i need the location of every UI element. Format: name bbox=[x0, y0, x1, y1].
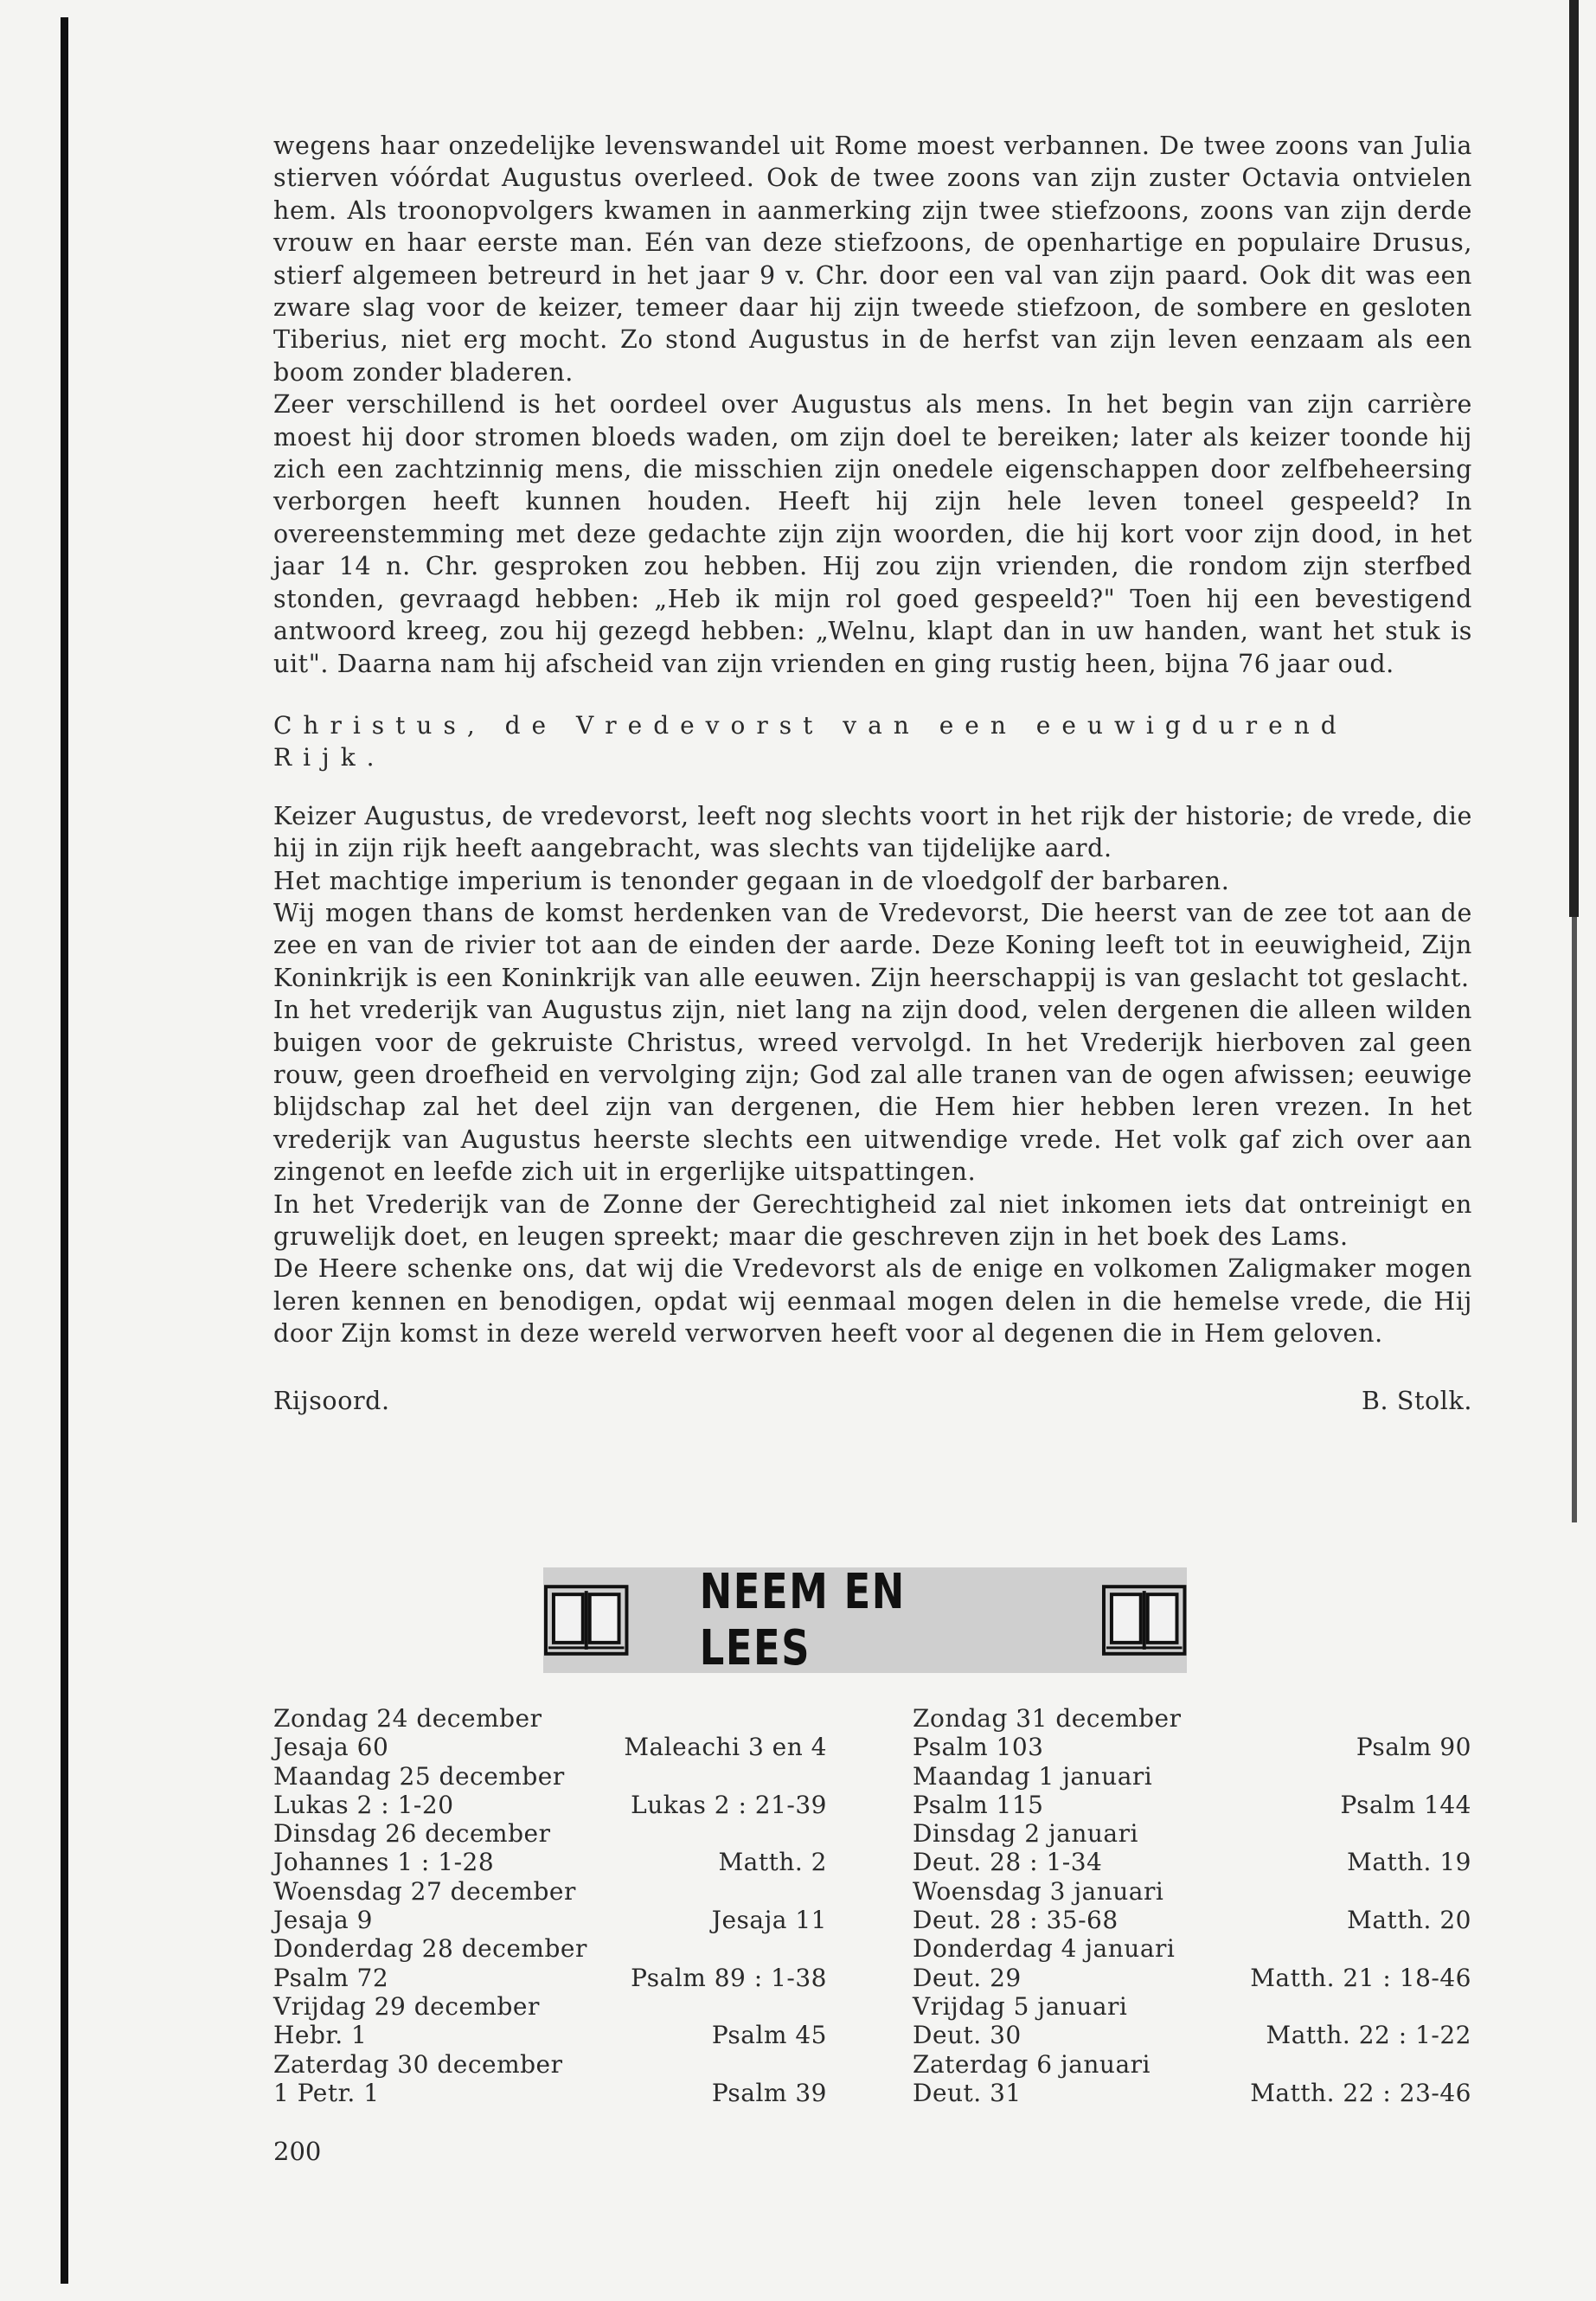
reading: Johannes 1 : 1-28 bbox=[273, 1848, 495, 1877]
reading: Matth. 19 bbox=[1347, 1848, 1471, 1877]
reading: Maleachi 3 en 4 bbox=[624, 1733, 827, 1762]
day-title: Vrijdag 29 december bbox=[273, 1991, 540, 2021]
reading: Psalm 90 bbox=[1356, 1733, 1471, 1762]
paragraph: Het machtige imperium is tenonder gegaan in de vloedgolf der barbaren. bbox=[273, 866, 1230, 895]
day-title: Zaterdag 6 januari bbox=[913, 2049, 1151, 2079]
scan-border-right-lower bbox=[1572, 917, 1577, 1522]
reading: Jesaja 11 bbox=[711, 1906, 827, 1935]
schedule-day bbox=[273, 1877, 827, 1935]
reading: Lukas 2 : 1-20 bbox=[273, 1790, 454, 1819]
reading: Matth. 22 : 23-46 bbox=[1250, 2078, 1471, 2107]
reading-row bbox=[913, 2021, 1471, 2049]
reading-row bbox=[273, 2021, 827, 2049]
reading-schedule-left bbox=[273, 1704, 827, 2107]
reading-row bbox=[273, 1791, 827, 1819]
day-title: Zondag 31 december bbox=[913, 1704, 1182, 1733]
reading-row bbox=[273, 1906, 827, 1934]
reading: Psalm 115 bbox=[913, 1790, 1044, 1819]
schedule-day bbox=[273, 1762, 827, 1820]
article-body bbox=[273, 130, 1472, 1417]
reading: Psalm 89 : 1-38 bbox=[631, 1963, 827, 1992]
schedule-day bbox=[913, 1762, 1471, 1820]
reading-row bbox=[273, 2079, 827, 2107]
place-name: Rijsoord. bbox=[273, 1386, 390, 1415]
author-name: B. Stolk. bbox=[1361, 1386, 1472, 1415]
reading: Jesaja 9 bbox=[273, 1906, 373, 1935]
page-number: 200 bbox=[273, 2137, 322, 2166]
paragraph: De Heere schenke ons, dat wij die Vredevorst als de enige en volkomen Zaligmaker mogen leren kennen en benodigen, opdat wij eenmaal mogen delen in die hemelse vrede, die Hij door Zijn komst in deze wereld verworven heeft voor al degenen die in Hem geloven. bbox=[273, 1254, 1472, 1349]
scan-border-right bbox=[1569, 0, 1579, 917]
reading: Deut. 28 : 1-34 bbox=[913, 1848, 1103, 1877]
reading: Lukas 2 : 21-39 bbox=[631, 1790, 827, 1819]
paragraph: Zeer verschillend is het oordeel over Augustus als mens. In het begin van zijn carrière moest hij door stromen bloeds waden, om zijn doel te bereiken; later als keizer toonde hij zich een zachtzinnig mens, die misschien zijn onedele eigenschappen door zelfbeheersing verborgen heeft kunnen houden. Heeft hij zijn hele leven toneel gespeeld? In overeenstemming met deze gedachte zijn zijn woorden, die hij kort voor zijn dood, in het jaar 14 n. Chr. gesproken zou hebben. Hij zou zijn vrienden, die rondom zijn sterfbed stonden, gevraagd hebben: „Heb ik mijn rol goed gespeeld?" Toen hij een bevestigend antwoord kreeg, zou hij gezegd hebben: „Welnu, klapt dan in uw handen, want het stuk is uit". Daarna nam hij afscheid van zijn vrienden en ging rustig heen, bijna 76 jaar oud. bbox=[273, 390, 1472, 678]
reading-row bbox=[913, 1733, 1471, 1761]
paragraph: In het vrederijk van Augustus zijn, niet lang na zijn dood, velen dergenen die alleen wilden buigen voor de gekruiste Christus, wreed vervolgd. In het Vrederijk hierboven zal geen rouw, geen droefheid en vervolging zijn; God zal alle tranen van de ogen afwissen; eeuwige blijdschap zal het deel zijn van dergenen, die Hem hier hebben leren vrezen. In het vrederijk van Augustus heerste slechts een uitwendige vrede. Het volk gaf zich over aan zingenot en leefde zich uit in ergerlijke uitspattingen. bbox=[273, 996, 1472, 1187]
reading: Psalm 39 bbox=[711, 2078, 827, 2107]
reading: Jesaja 60 bbox=[273, 1733, 389, 1762]
reading-row bbox=[913, 1906, 1471, 1934]
schedule-day bbox=[273, 2050, 827, 2108]
reading-row bbox=[913, 1964, 1471, 1992]
reading: Deut. 31 bbox=[913, 2078, 1022, 2107]
day-title: Woensdag 3 januari bbox=[913, 1876, 1164, 1906]
reading: Deut. 28 : 35-68 bbox=[913, 1906, 1118, 1935]
schedule-day bbox=[273, 1992, 827, 2050]
schedule-day bbox=[273, 1819, 827, 1877]
day-title: Donderdag 28 december bbox=[273, 1934, 587, 1964]
paragraph: Wij mogen thans de komst herdenken van de Vredevorst, Die heerst van de zee tot aan de zee en van de rivier tot aan de einden der aarde. Deze Koning leeft tot in eeuwigheid, Zijn Koninkrijk is een Koninkrijk van alle eeuwen. Zijn heerschappij is van geslacht tot geslacht. bbox=[273, 898, 1472, 992]
reading: 1 Petr. 1 bbox=[273, 2078, 380, 2107]
schedule-day bbox=[273, 1704, 827, 1762]
reading: Psalm 45 bbox=[711, 2021, 827, 2050]
reading-schedule-right bbox=[913, 1704, 1471, 2107]
paragraph: Keizer Augustus, de vredevorst, leeft nog slechts voort in het rijk der historie; de vrede, die hij in zijn rijk heeft aangebracht, was slechts van tijdelijke aard. bbox=[273, 801, 1472, 863]
reading: Deut. 29 bbox=[913, 1963, 1022, 1992]
neem-en-lees-banner bbox=[543, 1564, 1187, 1676]
reading-row bbox=[913, 1791, 1471, 1819]
section-heading: Christus, de Vredevorst van een eeuwigdurend Rijk. bbox=[273, 710, 1348, 772]
scan-border-left bbox=[61, 17, 68, 2284]
paragraph: In het Vrederijk van de Zonne der Gerechtigheid zal niet inkomen iets dat ontreinigt en gruwelijk doet, en leugen spreekt; maar die geschreven zijn in het boek des Lams. bbox=[273, 1189, 1472, 1251]
reading-row bbox=[913, 2079, 1471, 2107]
banner-title: NEEM EN LEES bbox=[700, 1564, 907, 1676]
reading-row bbox=[273, 1848, 827, 1876]
reading-row bbox=[913, 1848, 1471, 1876]
reading-row bbox=[273, 1733, 827, 1761]
day-title: Dinsdag 26 december bbox=[273, 1819, 551, 1849]
open-book-icon bbox=[543, 1584, 629, 1657]
reading: Psalm 103 bbox=[913, 1733, 1044, 1762]
schedule-day bbox=[273, 1934, 827, 1992]
schedule-day bbox=[913, 1992, 1471, 2050]
reading-row bbox=[273, 1964, 827, 1992]
schedule-day bbox=[913, 1704, 1471, 1762]
reading: Hebr. 1 bbox=[273, 2021, 368, 2050]
schedule-day bbox=[913, 1877, 1471, 1935]
reading: Deut. 30 bbox=[913, 2021, 1022, 2050]
reading: Matth. 20 bbox=[1347, 1906, 1471, 1935]
reading: Matth. 2 bbox=[718, 1848, 827, 1877]
day-title: Woensdag 27 december bbox=[273, 1876, 576, 1906]
schedule-day bbox=[913, 2050, 1471, 2108]
day-title: Maandag 1 januari bbox=[913, 1761, 1153, 1791]
reading: Matth. 22 : 1-22 bbox=[1266, 2021, 1471, 2050]
day-title: Maandag 25 december bbox=[273, 1761, 565, 1791]
open-book-icon bbox=[1101, 1584, 1187, 1657]
paragraph: wegens haar onzedelijke levenswandel uit Rome moest verbannen. De twee zoons van Julia stierven vóórdat Augustus overleed. Ook de twee zoons van zijn zuster Octavia ontvielen hem. Als troonopvolgers kwamen in aanmerking zijn twee stiefzoons, zoons van zijn derde vrouw en haar eerste man. Eén van deze stiefzoons, de openhartige en populaire Drusus, stierf algemeen betreurd in het jaar 9 v. Chr. door een val van zijn paard. Ook dit was een zware slag voor de keizer, temeer daar hij zijn tweede stiefzoon, de sombere en gesloten Tiberius, niet erg mocht. Zo stond Augustus in de herfst van zijn leven eenzaam als een boom zonder bladeren. bbox=[273, 131, 1472, 387]
day-title: Vrijdag 5 januari bbox=[913, 1991, 1128, 2021]
reading: Matth. 21 : 18-46 bbox=[1250, 1963, 1471, 1992]
reading: Psalm 144 bbox=[1340, 1790, 1471, 1819]
schedule-day bbox=[913, 1819, 1471, 1877]
day-title: Donderdag 4 januari bbox=[913, 1934, 1176, 1964]
signature-row bbox=[273, 1385, 1472, 1417]
day-title: Dinsdag 2 januari bbox=[913, 1819, 1138, 1849]
day-title: Zaterdag 30 december bbox=[273, 2049, 563, 2079]
reading: Psalm 72 bbox=[273, 1963, 389, 1992]
day-title: Zondag 24 december bbox=[273, 1704, 542, 1733]
schedule-day bbox=[913, 1934, 1471, 1992]
